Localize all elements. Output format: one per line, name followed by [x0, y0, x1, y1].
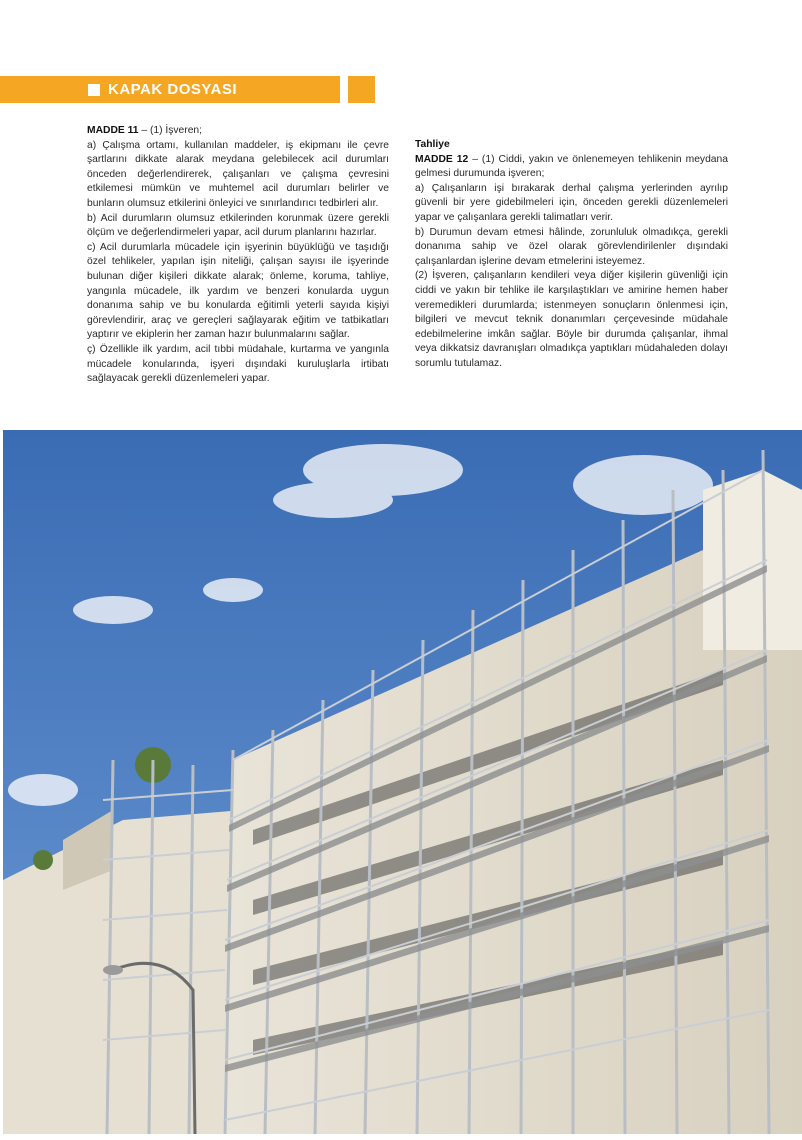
- madde11-item-b: b) Acil durumların olumsuz etkilerinden korunmak üzere gerekli ölçüm ve değerlendirmeleri yapar, acil durum planlarını hazırlar.: [87, 212, 389, 239]
- madde12-item-b: b) Durumun devam etmesi hâlinde, zorunluluk olmadıkça, gerekli donanıma sahip ve özel olarak görevlendirilenler dışındaki çalışanlardan işlerine devam etmelerini isteyemez.: [415, 226, 728, 267]
- madde11-intro-text: – (1) İşveren;: [138, 125, 203, 136]
- madde12-paragraph-2: (2) İşveren, çalışanların kendileri veya diğer kişilerin güvenliği için ciddi ve yakın bir tehlike ile karşılaştıkları ve amirine hemen haber veremedikleri durumlarda; istenmeyen sonuçların önlenmesi için, bilgileri ve mevcut teknik donanımları çerçevesinde müdahale edebilmelerine imkân sağlar. Böyle bir durumda çalışanlar, ihmal veya dikkatsiz davranışları olmadıkça yaptıkları müdahaleden dolayı sorumlu tutulamaz.: [415, 270, 728, 369]
- madde12-item-a: a) Çalışanların işi bırakarak derhal çalışma yerlerinden ayrılıp güvenli bir yere gidebilmeleri için, önceden gerekli düzenlemeleri yapar ve çalışanlara gerekli talimatları verir.: [415, 182, 728, 223]
- madde11-intro: [87, 124, 389, 139]
- right-column: [415, 138, 728, 372]
- banner-square-icon: [88, 84, 100, 96]
- section-banner: [0, 76, 340, 103]
- madde11-item-ç: ç) Özellikle ilk yardım, acil tıbbi müdahale, kurtarma ve yangınla mücadele konularında, işyeri dışındaki kuruluşlarla irtibatı sağlayacak gerekli düzenlemeleri yapar.: [87, 343, 389, 385]
- madde12-intro-text: – (1) Ciddi, yakın ve önlenemeyen tehlikenin meydana gelmesi durumunda işveren;: [415, 153, 728, 180]
- madde12-intro: [415, 153, 728, 182]
- section-title: KAPAK DOSYASI: [108, 81, 238, 98]
- madde11-item-c: c) Acil durumlarla mücadele için işyerinin büyüklüğü ve taşıdığı özel tehlikeler, yapılan işin niteliği, çalışan sayısı ile işyerinde bulunan diğer kişileri dikkate alarak; önleme, koruma, tahliye, yangınla mücadele, ilk yardım ve benzeri konularda uygun donanıma sahip ve bu konularda eğitimli yeterli sayıda kişiyi görevlendirir, araç ve gereçleri sağlayarak eğitim ve tatbikatları yaptırır ve ekiplerin her zaman hazır bulunmalarını sağlar.: [87, 241, 389, 341]
- madde11-heading: MADDE 11: [87, 125, 139, 136]
- scaffolding-photo: [3, 430, 802, 1134]
- scaffolding-illustration: [3, 430, 802, 1134]
- madde11-item-a: a) Çalışma ortamı, kullanılan maddeler, iş ekipmanı ile çevre şartlarını dikkate alarak meydana gelebilecek acil durumları önceden değerlendirerek, çalışanları ve çalışma çevresini etkilemesi mümkün ve muhtemel acil durumları belirler ve bunların olumsuz etkilerini önleyici ve sınırlandırıcı tedbirleri alır.: [87, 139, 389, 209]
- tahliye-subheading: Tahliye: [415, 139, 450, 150]
- madde12-heading: MADDE 12: [415, 153, 469, 165]
- banner-accent-block: [348, 76, 375, 103]
- left-column: [87, 124, 389, 387]
